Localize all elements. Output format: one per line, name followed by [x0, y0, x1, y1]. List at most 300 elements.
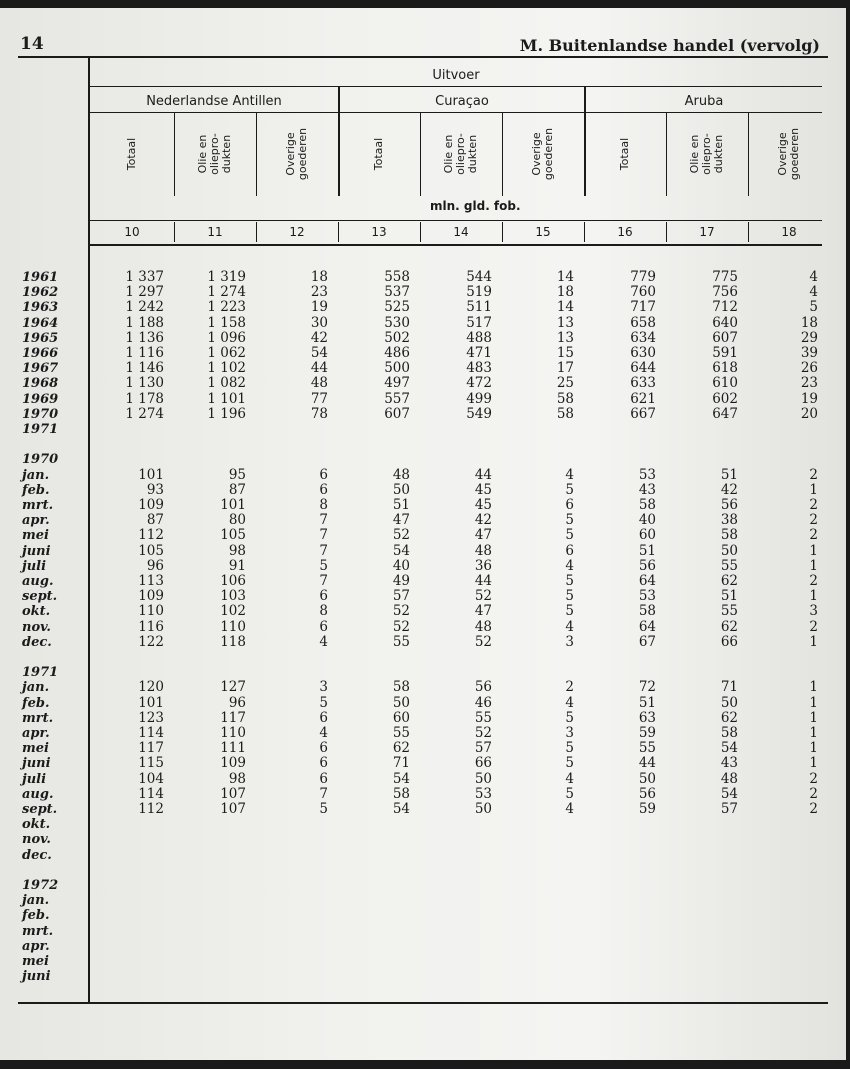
table-cell: 122 — [138, 633, 164, 650]
column-header-12: Overige goederen — [284, 127, 309, 181]
table-cell: 5 — [565, 785, 574, 802]
table-cell: 14 — [556, 269, 574, 285]
row-label: mrt. — [22, 498, 54, 513]
table-cell: 71 — [720, 679, 738, 696]
table-cell: 558 — [384, 269, 410, 285]
table-cell: 57 — [392, 588, 410, 605]
table-cell: 45 — [474, 497, 492, 513]
unit-label: mln. gld. fob. — [430, 199, 521, 213]
table-cell: 7 — [319, 512, 328, 529]
table-cell: 640 — [712, 314, 738, 331]
table-cell: 50 — [392, 481, 410, 498]
row-label: mrt. — [22, 923, 54, 939]
table-cell: 44 — [474, 466, 492, 483]
uitvoer-heading: Uitvoer — [432, 68, 480, 83]
table-cell: 2 — [565, 679, 574, 696]
table-cell: 1 297 — [125, 284, 164, 301]
subcol-divider-4 — [502, 112, 503, 196]
table-cell: 471 — [466, 345, 492, 361]
table-cell: 93 — [146, 481, 164, 498]
table-cell: 58 — [392, 679, 410, 696]
table-cell: 3 — [809, 603, 818, 620]
table-cell: 101 — [220, 497, 246, 513]
num-divider-8 — [748, 222, 749, 242]
table-cell: 42 — [720, 481, 738, 498]
table-cell: 525 — [384, 299, 410, 316]
row-label: aug. — [22, 786, 54, 802]
table-cell: 56 — [638, 785, 656, 802]
table-cell: 36 — [474, 557, 492, 574]
table-cell: 71 — [392, 755, 410, 772]
table-cell: 1 196 — [207, 405, 246, 422]
table-cell: 57 — [720, 801, 738, 817]
table-cell: 472 — [466, 375, 492, 392]
table-cell: 112 — [138, 801, 164, 817]
table-cell: 44 — [474, 573, 492, 589]
table-cell: 1 130 — [125, 375, 164, 392]
table-cell: 52 — [392, 618, 410, 635]
table-cell: 40 — [638, 512, 656, 529]
table-cell: 42 — [310, 329, 328, 346]
table-cell: 50 — [392, 694, 410, 711]
table-cell: 51 — [392, 497, 410, 513]
table-cell: 58 — [556, 405, 574, 422]
row-label: apr. — [22, 513, 50, 529]
row-label: mei — [22, 741, 49, 757]
table-cell: 66 — [720, 633, 738, 650]
table-cell: 519 — [466, 284, 492, 301]
table-cell: 5 — [565, 573, 574, 589]
table-cell: 5 — [565, 603, 574, 620]
column-header-14: Olie en oliepro-dukten — [442, 133, 479, 175]
table-cell: 544 — [466, 269, 492, 285]
table-cell: 537 — [384, 284, 410, 301]
table-cell: 78 — [310, 405, 328, 422]
table-cell: 50 — [720, 542, 738, 559]
row-label: sept. — [22, 802, 58, 817]
row-label: feb. — [22, 908, 50, 924]
table-cell: 23 — [310, 284, 328, 301]
table-cell: 5 — [565, 588, 574, 605]
table-cell: 109 — [138, 497, 164, 513]
table-cell: 102 — [220, 603, 246, 620]
table-cell: 6 — [319, 466, 328, 483]
table-cell: 5 — [565, 512, 574, 529]
table-cell: 101 — [138, 466, 164, 483]
table-cell: 47 — [392, 512, 410, 529]
table-cell: 1 158 — [207, 314, 246, 331]
table-cell: 8 — [319, 603, 328, 620]
table-cell: 1 101 — [207, 390, 246, 407]
column-number: 15 — [535, 225, 551, 239]
row-label: jan. — [22, 467, 50, 483]
table-cell: 1 096 — [207, 329, 246, 346]
column-header-17: Olie en oliepro-dukten — [688, 133, 725, 175]
table-cell: 110 — [138, 603, 164, 620]
table-cell: 4 — [319, 633, 328, 650]
table-cell: 1 223 — [207, 299, 246, 316]
table-cell: 658 — [630, 314, 656, 331]
table-cell: 49 — [392, 573, 410, 589]
table-cell: 18 — [556, 284, 574, 301]
table-cell: 779 — [630, 269, 656, 285]
table-cell: 43 — [720, 755, 738, 772]
row-label: juni — [22, 543, 51, 559]
table-cell: 5 — [565, 740, 574, 757]
table-cell: 56 — [720, 497, 738, 513]
row-label: 1970 — [22, 406, 59, 422]
table-cell: 502 — [384, 329, 410, 346]
table-cell: 511 — [466, 299, 492, 316]
table-cell: 103 — [220, 588, 246, 605]
column-number: 18 — [781, 225, 797, 239]
group-heading-aruba: Aruba — [684, 94, 724, 109]
row-label: jan. — [22, 680, 50, 696]
row-label: 1964 — [22, 315, 59, 331]
row-label: dec. — [22, 634, 52, 650]
row-label: mei — [22, 954, 49, 969]
table-cell: 5 — [809, 299, 818, 316]
table-cell: 497 — [384, 375, 410, 392]
row-label: 1969 — [22, 391, 59, 407]
unit-rule — [90, 220, 822, 221]
table-cell: 5 — [319, 801, 328, 817]
table-cell: 1 — [809, 542, 818, 559]
table-cell: 4 — [809, 284, 818, 301]
column-header-13: Totaal — [372, 137, 385, 171]
table-cell: 4 — [565, 466, 574, 483]
table-cell: 107 — [220, 801, 246, 817]
column-header-18: Overige goederen — [776, 127, 801, 181]
table-cell: 48 — [720, 770, 738, 787]
table-cell: 96 — [146, 557, 164, 574]
row-label: 1970 — [22, 452, 59, 468]
table-cell: 667 — [630, 405, 656, 422]
table-cell: 110 — [220, 725, 246, 741]
table-cell: 87 — [146, 512, 164, 529]
table-cell: 1 337 — [125, 269, 164, 285]
column-header-15: Overige goederen — [530, 127, 555, 181]
table-cell: 51 — [638, 694, 656, 711]
table-cell: 58 — [638, 603, 656, 620]
table-cell: 39 — [800, 345, 818, 361]
table-cell: 1 242 — [125, 299, 164, 316]
row-label: nov. — [22, 619, 51, 635]
table-cell: 45 — [474, 481, 492, 498]
table-cell: 66 — [474, 755, 492, 772]
table-cell: 486 — [384, 345, 410, 361]
table-cell: 500 — [384, 360, 410, 377]
table-cell: 13 — [556, 329, 574, 346]
row-label: 1972 — [22, 878, 59, 893]
table-cell: 58 — [720, 725, 738, 741]
table-cell: 1 274 — [125, 405, 164, 422]
num-divider-5 — [502, 222, 503, 242]
row-label: 1967 — [22, 361, 59, 377]
table-cell: 52 — [392, 527, 410, 544]
table-cell: 3 — [565, 633, 574, 650]
table-cell: 5 — [565, 709, 574, 726]
table-cell: 62 — [720, 709, 738, 726]
column-number: 11 — [207, 225, 223, 239]
table-cell: 610 — [712, 375, 738, 392]
uitvoer-underline — [90, 86, 822, 87]
column-number: 14 — [453, 225, 469, 239]
table-cell: 55 — [720, 557, 738, 574]
column-number: 10 — [124, 225, 140, 239]
table-cell: 549 — [466, 405, 492, 422]
column-header-16: Totaal — [618, 137, 631, 171]
table-cell: 1 178 — [125, 390, 164, 407]
table-cell: 117 — [220, 709, 246, 726]
row-label: mei — [22, 528, 49, 544]
table-cell: 1 062 — [207, 345, 246, 361]
row-label: nov. — [22, 832, 51, 848]
table-cell: 7 — [319, 573, 328, 589]
table-cell: 607 — [384, 405, 410, 422]
table-cell: 25 — [556, 375, 574, 392]
table-cell: 621 — [630, 390, 656, 407]
table-cell: 54 — [392, 542, 410, 559]
row-label: aug. — [22, 574, 54, 589]
table-cell: 91 — [228, 557, 246, 574]
table-cell: 105 — [220, 527, 246, 544]
table-cell: 63 — [638, 709, 656, 726]
table-cell: 488 — [466, 329, 492, 346]
subcol-divider-2 — [256, 112, 257, 196]
table-cell: 98 — [228, 770, 246, 787]
num-divider-2 — [256, 222, 257, 242]
table-cell: 6 — [319, 588, 328, 605]
table-cell: 53 — [638, 588, 656, 605]
table-cell: 1 136 — [125, 329, 164, 346]
table-cell: 5 — [319, 557, 328, 574]
num-divider-4 — [420, 222, 421, 242]
table-cell: 4 — [565, 770, 574, 787]
document-page — [0, 8, 846, 1060]
table-cell: 1 188 — [125, 314, 164, 331]
table-cell: 118 — [220, 633, 246, 650]
table-cell: 30 — [310, 314, 328, 331]
table-cell: 13 — [556, 314, 574, 331]
row-label: feb. — [22, 695, 50, 711]
column-number: 13 — [371, 225, 387, 239]
table-cell: 106 — [220, 573, 246, 589]
table-cell: 110 — [220, 618, 246, 635]
table-cell: 2 — [809, 527, 818, 544]
table-cell: 54 — [720, 740, 738, 757]
table-cell: 42 — [474, 512, 492, 529]
table-cell: 517 — [466, 314, 492, 331]
table-cell: 107 — [220, 785, 246, 802]
table-cell: 630 — [630, 345, 656, 361]
table-cell: 59 — [638, 801, 656, 817]
table-cell: 18 — [310, 269, 328, 285]
row-label: juli — [22, 558, 47, 574]
table-cell: 3 — [565, 725, 574, 741]
row-label: apr. — [22, 726, 50, 741]
table-cell: 29 — [800, 329, 818, 346]
table-cell: 113 — [138, 573, 164, 589]
table-cell: 1 116 — [125, 345, 164, 361]
table-cell: 760 — [630, 284, 656, 301]
row-label: mrt. — [22, 710, 54, 726]
table-cell: 6 — [565, 542, 574, 559]
table-cell: 1 102 — [207, 360, 246, 377]
table-cell: 602 — [712, 390, 738, 407]
table-cell: 499 — [466, 390, 492, 407]
table-cell: 1 082 — [207, 375, 246, 392]
column-header-10: Totaal — [125, 137, 138, 171]
table-cell: 62 — [392, 740, 410, 757]
table-cell: 52 — [474, 633, 492, 650]
table-cell: 64 — [638, 573, 656, 589]
table-cell: 4 — [565, 694, 574, 711]
table-cell: 1 — [809, 709, 818, 726]
row-label: 1971 — [22, 665, 59, 681]
table-cell: 47 — [474, 603, 492, 620]
group-heading-antillen: Nederlandse Antillen — [146, 94, 282, 109]
row-label: sept. — [22, 589, 58, 605]
table-cell: 80 — [228, 512, 246, 529]
table-cell: 52 — [474, 588, 492, 605]
table-cell: 77 — [310, 390, 328, 407]
row-label: feb. — [22, 482, 50, 498]
table-cell: 17 — [556, 360, 574, 377]
num-divider-6 — [584, 222, 585, 242]
table-cell: 712 — [712, 299, 738, 316]
table-cell: 530 — [384, 314, 410, 331]
top-rule — [18, 56, 828, 58]
table-cell: 557 — [384, 390, 410, 407]
table-cell: 1 — [809, 725, 818, 741]
table-cell: 116 — [138, 618, 164, 635]
row-label: jan. — [22, 893, 50, 909]
table-cell: 6 — [565, 497, 574, 513]
table-cell: 114 — [138, 785, 164, 802]
table-cell: 1 — [809, 557, 818, 574]
table-cell: 58 — [556, 390, 574, 407]
subcol-divider-6 — [748, 112, 749, 196]
table-cell: 7 — [319, 527, 328, 544]
table-cell: 62 — [720, 573, 738, 589]
column-number: 16 — [617, 225, 633, 239]
table-cell: 2 — [809, 801, 818, 817]
table-cell: 634 — [630, 329, 656, 346]
table-cell: 5 — [565, 481, 574, 498]
row-label: juni — [22, 969, 51, 985]
row-label: juli — [22, 771, 47, 787]
row-label: juni — [22, 756, 51, 772]
table-cell: 2 — [809, 497, 818, 513]
table-cell: 7 — [319, 542, 328, 559]
table-cell: 87 — [228, 481, 246, 498]
table-cell: 2 — [809, 573, 818, 589]
table-cell: 18 — [800, 314, 818, 331]
table-cell: 1 — [809, 694, 818, 711]
group-underline — [90, 112, 822, 113]
table-cell: 44 — [310, 360, 328, 377]
table-cell: 4 — [565, 618, 574, 635]
table-cell: 19 — [310, 299, 328, 316]
table-cell: 48 — [474, 542, 492, 559]
table-cell: 54 — [392, 801, 410, 817]
table-cell: 1 — [809, 481, 818, 498]
subcol-divider-1 — [174, 112, 175, 196]
subcol-divider-5 — [666, 112, 667, 196]
table-cell: 117 — [138, 740, 164, 757]
table-cell: 4 — [319, 725, 328, 741]
table-cell: 53 — [638, 466, 656, 483]
row-label: 1963 — [22, 300, 59, 316]
table-cell: 51 — [720, 588, 738, 605]
table-cell: 58 — [638, 497, 656, 513]
table-cell: 54 — [720, 785, 738, 802]
table-cell: 1 — [809, 679, 818, 696]
table-cell: 56 — [638, 557, 656, 574]
table-cell: 95 — [228, 466, 246, 483]
table-cell: 4 — [809, 269, 818, 285]
table-cell: 50 — [474, 801, 492, 817]
row-label: 1968 — [22, 376, 59, 392]
table-cell: 1 — [809, 740, 818, 757]
table-cell: 55 — [720, 603, 738, 620]
table-cell: 5 — [565, 755, 574, 772]
table-cell: 62 — [720, 618, 738, 635]
table-cell: 53 — [474, 785, 492, 802]
number-rule — [90, 244, 822, 246]
table-cell: 756 — [712, 284, 738, 301]
table-cell: 43 — [638, 481, 656, 498]
table-cell: 6 — [319, 740, 328, 757]
table-cell: 123 — [138, 709, 164, 726]
table-cell: 6 — [319, 481, 328, 498]
num-divider-1 — [174, 222, 175, 242]
row-label: okt. — [22, 604, 51, 620]
table-cell: 1 — [809, 588, 818, 605]
num-divider-3 — [338, 222, 339, 242]
table-cell: 98 — [228, 542, 246, 559]
table-cell: 58 — [392, 785, 410, 802]
table-cell: 67 — [638, 633, 656, 650]
table-cell: 111 — [220, 740, 246, 757]
column-number: 12 — [289, 225, 305, 239]
table-cell: 20 — [800, 405, 818, 422]
table-cell: 6 — [319, 755, 328, 772]
table-cell: 6 — [319, 618, 328, 635]
table-cell: 120 — [138, 679, 164, 696]
table-cell: 15 — [556, 345, 574, 361]
table-cell: 717 — [630, 299, 656, 316]
table-cell: 607 — [712, 329, 738, 346]
table-cell: 52 — [474, 725, 492, 741]
table-cell: 4 — [565, 557, 574, 574]
row-label: 1971 — [22, 422, 59, 437]
column-header-11: Olie en oliepro-dukten — [196, 133, 233, 175]
table-cell: 72 — [638, 679, 656, 696]
table-cell: 96 — [228, 694, 246, 711]
table-cell: 40 — [392, 557, 410, 574]
table-cell: 48 — [474, 618, 492, 635]
table-cell: 1 319 — [207, 269, 246, 285]
table-cell: 60 — [392, 709, 410, 726]
table-cell: 633 — [630, 375, 656, 392]
label-column-divider — [88, 58, 90, 1003]
table-cell: 105 — [138, 542, 164, 559]
table-cell: 109 — [220, 755, 246, 772]
table-cell: 1 146 — [125, 360, 164, 377]
page-number: 14 — [20, 34, 44, 54]
